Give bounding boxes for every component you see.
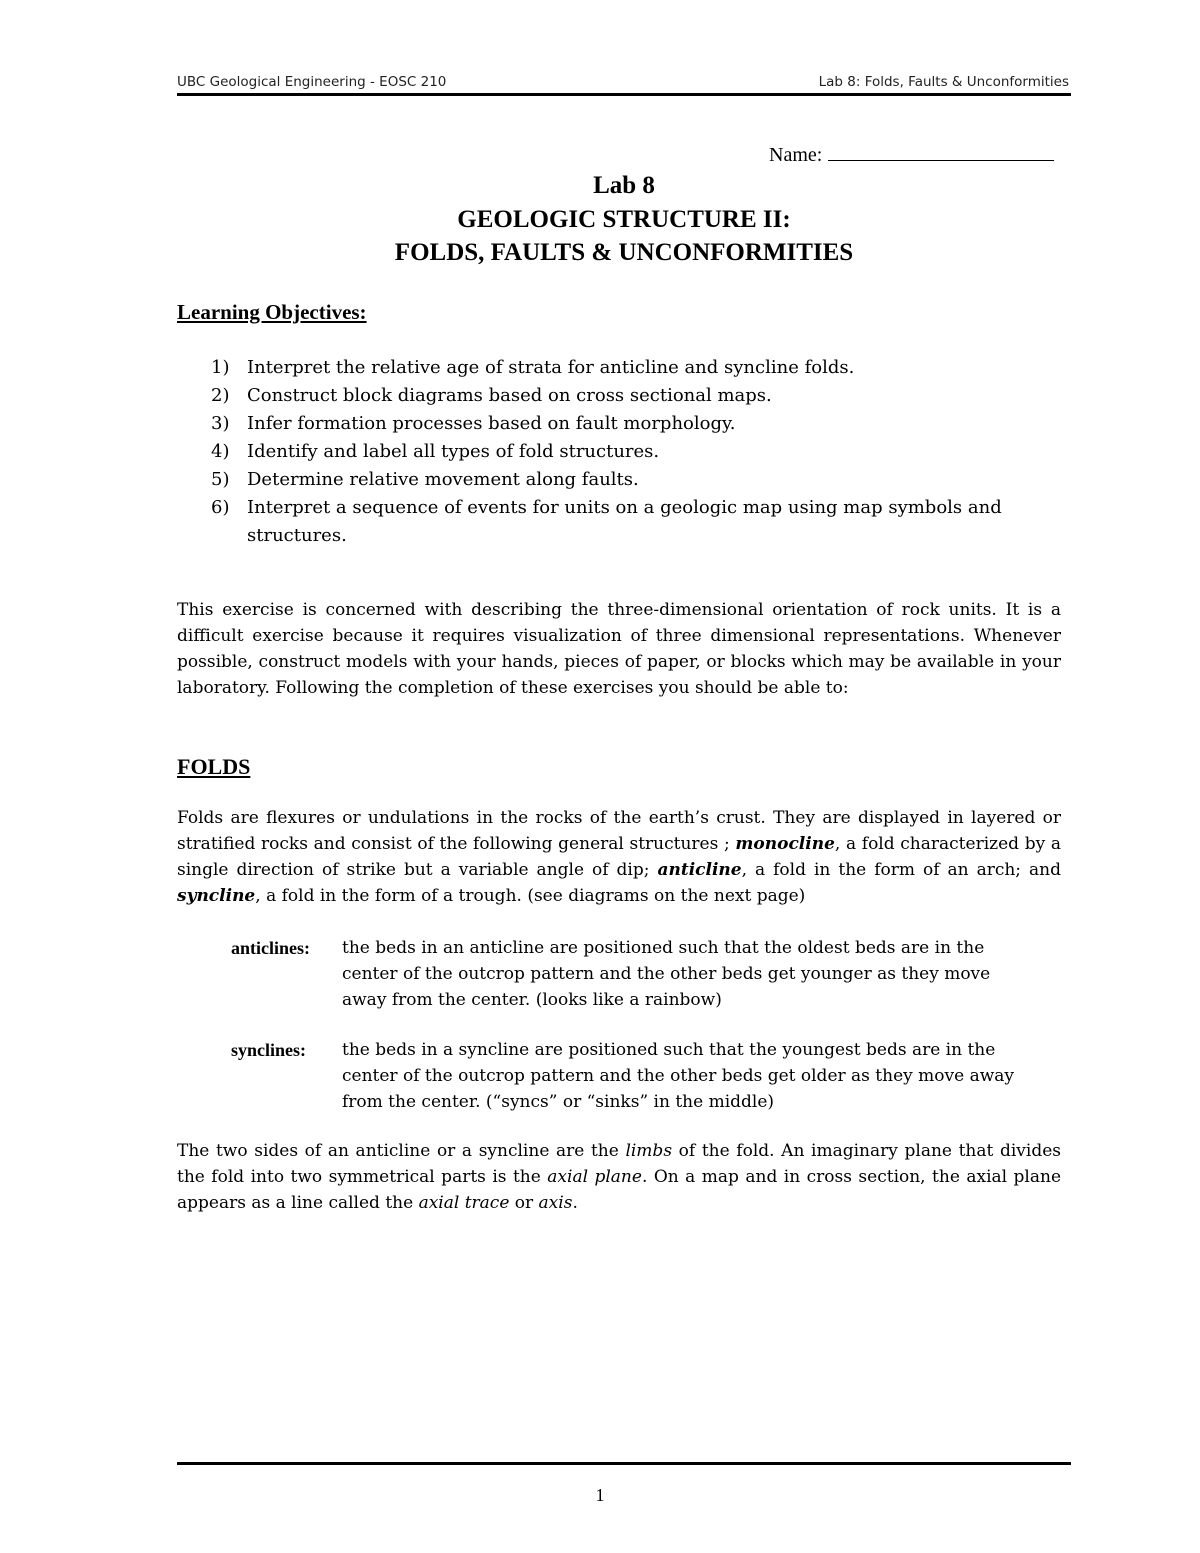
name-label: Name: (769, 144, 823, 166)
list-item-number: 1) (211, 357, 230, 378)
limbs-text: . On a map and in cross section, the axial plane appears as a line called the (177, 1167, 1062, 1213)
list-item-text: Identify and label all types of fold structures. (247, 441, 660, 462)
list-item-number: 5) (211, 469, 230, 490)
synclines-description: the beds in a syncline are positioned such that the youngest beds are in the center of the outcrop pattern and the other beds get older as they move away from the center. (“syncs” or “sinks” in the middle) (342, 1040, 1014, 1112)
list-item-text: Construct block diagrams based on cross sectional maps. (247, 385, 772, 406)
limbs-paragraph (177, 1138, 1061, 1216)
folds-def-text: , a fold in the form of an arch; and (741, 860, 1061, 880)
term-axial-trace: axial trace (418, 1193, 510, 1213)
term-limbs: limbs (625, 1141, 673, 1161)
list-item (211, 410, 1041, 438)
synclines-term: synclines: (231, 1040, 307, 1060)
header-lab-title: Lab 8: Folds, Faults & Unconformities (818, 74, 1069, 90)
list-item-text: Interpret the relative age of strata for anticline and syncline folds. (247, 357, 855, 378)
objectives-list (211, 354, 1041, 550)
term-monocline: monocline (735, 834, 835, 854)
list-item (211, 466, 1041, 494)
list-item (211, 494, 1041, 550)
list-item (211, 354, 1041, 382)
list-item-number: 6) (211, 497, 230, 518)
term-anticline: anticline (657, 860, 742, 880)
folds-definition-paragraph (177, 805, 1061, 909)
limbs-text: The two sides of an anticline or a syncline are the (177, 1141, 626, 1161)
folds-def-text: , a fold characterized by a single direction of strike but a variable angle of dip; (177, 834, 1061, 880)
limbs-text: or (509, 1193, 539, 1213)
intro-paragraph: This exercise is concerned with describing the three-dimensional orientation of rock units. It is a difficult exercise because it requires visualization of three dimensional representations. Whenever possible, construct models with your hands, pieces of paper, or blocks which may be available in your laboratory. Following the completion of these exercises you should be able to: (177, 600, 1061, 698)
name-blank-line[interactable] (828, 144, 1054, 161)
list-item-text: Determine relative movement along faults. (247, 469, 639, 490)
learning-objectives-heading: Learning Objectives: (177, 300, 367, 324)
anticlines-term: anticlines: (231, 938, 310, 958)
page-number: 1 (595, 1485, 605, 1505)
term-axis: axis (538, 1193, 573, 1213)
limbs-text: . (572, 1193, 578, 1213)
lab-number-title: Lab 8 (593, 172, 655, 199)
list-item (211, 438, 1041, 466)
header-course: UBC Geological Engineering - EOSC 210 (177, 74, 447, 90)
list-item-number: 2) (211, 385, 230, 406)
lab-title-line-2: FOLDS, FAULTS & UNCONFORMITIES (394, 239, 854, 266)
list-item-number: 3) (211, 413, 230, 434)
folds-def-text: , a fold in the form of a trough. (see diagrams on the next page) (255, 886, 806, 906)
footer-rule (177, 1462, 1071, 1465)
folds-heading: FOLDS (177, 754, 251, 779)
term-axial-plane: axial plane (547, 1167, 642, 1187)
name-field (769, 144, 1054, 167)
term-syncline: syncline (177, 886, 256, 906)
header-rule (177, 93, 1071, 96)
folds-def-text: Folds are flexures or undulations in the rocks of the earth’s crust. They are displayed in layered or stratified rocks and consist of the following general structures ; (177, 808, 1061, 854)
limbs-text: of the fold. An imaginary plane that divides the fold into two symmetrical parts is the (177, 1141, 1061, 1187)
list-item-number: 4) (211, 441, 230, 462)
anticlines-description: the beds in an anticline are positioned such that the oldest beds are in the center of the outcrop pattern and the other beds get younger as they move away from the center. (looks like a rainbow) (342, 938, 991, 1010)
lab-title-line-1: GEOLOGIC STRUCTURE II: (457, 206, 791, 233)
list-item-text: Infer formation processes based on fault morphology. (247, 413, 736, 434)
list-item-text: Interpret a sequence of events for units on a geologic map using map symbols and structures. (247, 497, 1002, 546)
list-item (211, 382, 1041, 410)
